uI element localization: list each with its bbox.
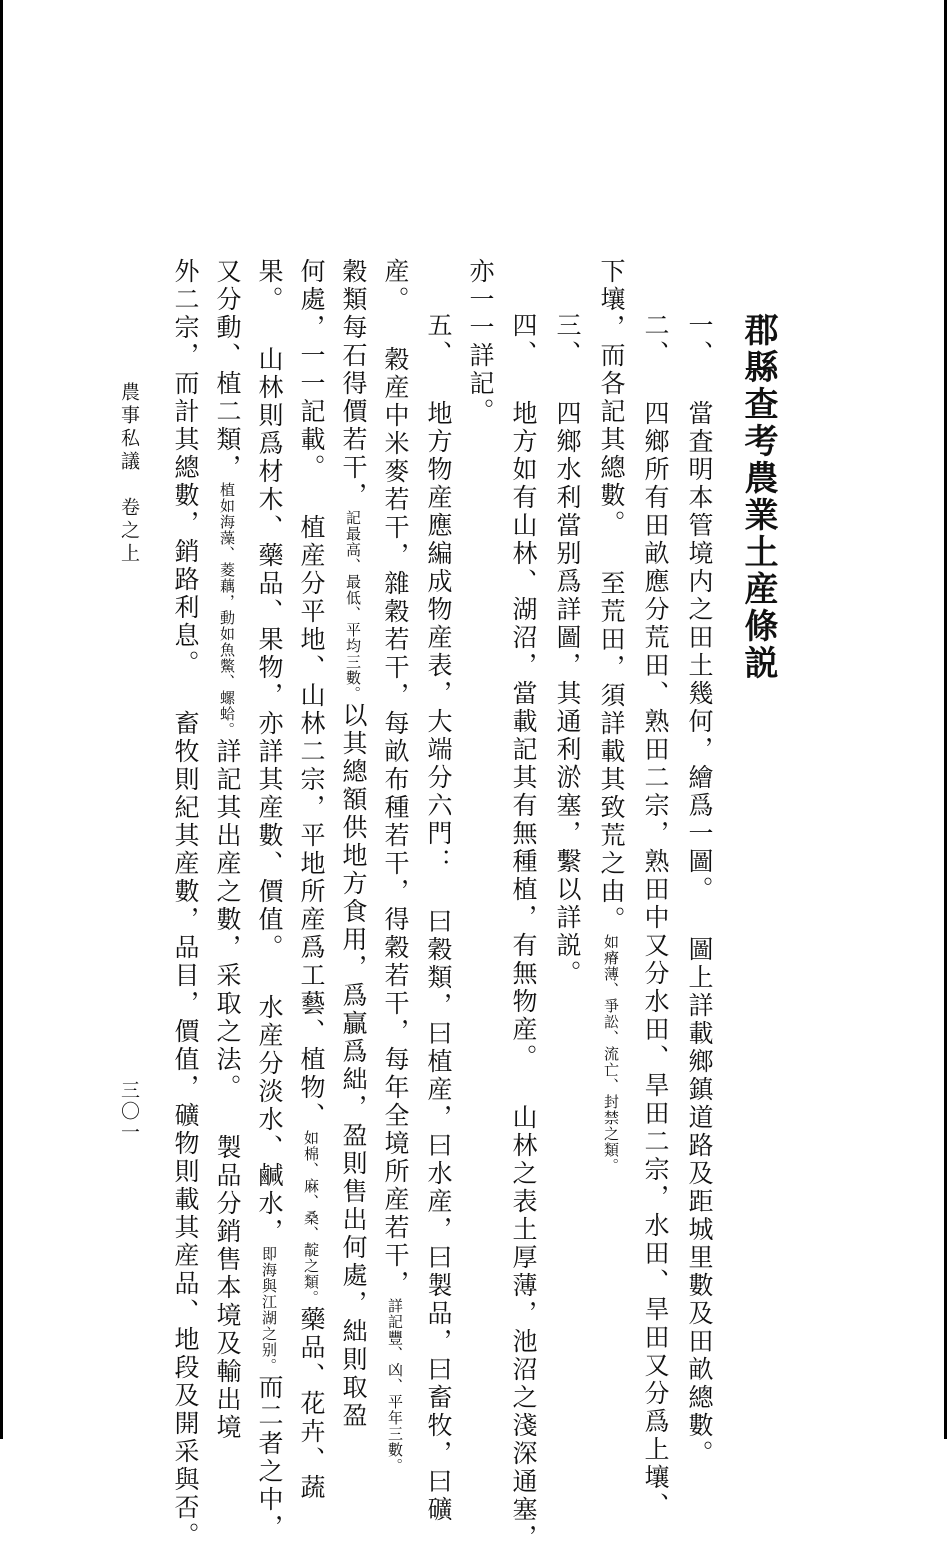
text-column-5 bbox=[511, 312, 536, 1552]
column-text: 五、 地方物産應編成物産表，大端分六門： 曰穀類，曰植産，曰水産，曰製品，曰畜牧，曰礦 bbox=[424, 312, 453, 1524]
column-text-continued: 詳記其出産之數，采取之法。 製品分銷售本境及輸出境 bbox=[213, 738, 242, 1442]
interlinear-note: 記最高、最低、平均三數。 bbox=[344, 510, 362, 702]
text-column-6 bbox=[468, 258, 493, 426]
column-text: 一、 當査明本管境内之田土幾何，繪爲一圖。 圖上詳載鄉鎮道路及距城里數及田畝總數。 bbox=[685, 312, 714, 1468]
column-text-continued: 而二者之中， bbox=[255, 1374, 284, 1542]
column-text: 産。 穀産中米麥若干，雜穀若干，每畝布種若干，得穀若干，每年全境所産若干， bbox=[381, 258, 410, 1298]
column-text: 二、 四鄉所有田畝應分荒田、熟田二宗，熟田中又分水田、旱田二宗，水田、旱田又分爲上壤、 bbox=[641, 312, 670, 1520]
interlinear-note: 如瘠薄、爭訟、流亡、封禁之類。 bbox=[602, 934, 620, 1174]
text-column-10 bbox=[299, 258, 324, 1502]
column-text-continued: 藥品、花卉、蔬 bbox=[297, 1306, 326, 1502]
interlinear-note: 如棉、麻、桑、靛之類。 bbox=[302, 1130, 320, 1306]
column-text: 亦一一詳記。 bbox=[466, 258, 495, 426]
interlinear-note: 詳記豐、凶、平年三數。 bbox=[386, 1298, 404, 1474]
column-text: 四、 地方如有山林、湖沼，當載記其有無種植，有無物産。 山林之表土厚薄，池沼之淺深通塞， bbox=[509, 312, 538, 1552]
column-text: 何處，一一記載。 植産分平地、山林二宗，平地所産爲工藝、植物、 bbox=[297, 258, 326, 1130]
text-column-8 bbox=[383, 258, 408, 1474]
column-text: 穀類每石得價若干， bbox=[339, 258, 368, 510]
column-text: 下壤，而各記其總數。 至荒田，須詳載其致荒之由。 bbox=[597, 258, 626, 934]
interlinear-note: 即海與江湖之别。 bbox=[260, 1246, 278, 1374]
column-text: 又分動、植二類， bbox=[213, 258, 242, 482]
section-title: 郡縣查考農業土産條説 bbox=[738, 312, 778, 682]
text-column-9 bbox=[341, 258, 366, 1430]
text-column-3 bbox=[599, 258, 624, 1174]
text-column-7 bbox=[426, 312, 451, 1524]
text-column-11 bbox=[257, 258, 282, 1542]
column-text-continued: 以其總額供地方食用，爲贏爲絀，盈則售出何處，絀則取盈 bbox=[339, 702, 368, 1430]
column-text: 三、 四鄉水利當别爲詳圖，其通利淤塞，繫以詳説。 bbox=[553, 312, 582, 988]
text-column-4 bbox=[555, 312, 580, 988]
interlinear-note: 植如海藻、菱藕，動如魚鱉、螺蛤。 bbox=[218, 482, 236, 738]
page-number: 三〇一 bbox=[118, 1080, 140, 1143]
running-footer: 農事私議 卷之上 bbox=[118, 382, 140, 566]
text-column-2 bbox=[643, 312, 668, 1520]
text-column-13 bbox=[173, 258, 198, 1550]
column-text: 果。 山林則爲材木、藥品、果物，亦詳其産數、價值。 水産分淡水、鹹水， bbox=[255, 258, 284, 1246]
text-column-1 bbox=[687, 312, 712, 1468]
column-text: 外二宗，而計其總數，銷路利息。 畜牧則紀其産數，品目，價值，礦物則載其産品、地段及開采與否。 bbox=[171, 258, 200, 1550]
text-column-12 bbox=[215, 258, 240, 1442]
